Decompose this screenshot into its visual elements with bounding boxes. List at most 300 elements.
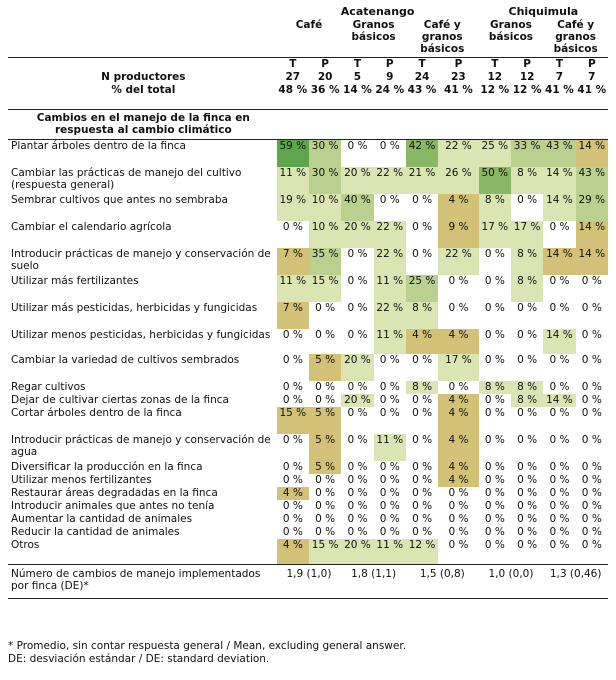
table-cell: 7 % <box>277 302 309 329</box>
table-cell: 20 % <box>341 221 373 248</box>
table-cell: 0 % <box>379 487 400 499</box>
table-cell: 8 % <box>511 167 543 194</box>
crop-header: Café y granos básicos <box>406 19 479 58</box>
table-cell: 14 % <box>576 221 608 248</box>
tp-header: P <box>454 58 463 70</box>
table-cell: 0 % <box>484 500 505 512</box>
table-cell: 0 % <box>315 526 336 538</box>
table-cell: 0 % <box>581 394 602 406</box>
table-row <box>8 394 608 407</box>
table-cell: 12 % <box>406 539 438 565</box>
table-cell: 0 % <box>412 434 433 446</box>
table-cell: 0 % <box>448 381 469 393</box>
summary-value: 1,8 (1,1) <box>341 565 406 599</box>
tp-header: T <box>353 58 362 70</box>
tp-header: T <box>418 58 426 70</box>
table-cell: 15 % <box>309 539 341 565</box>
table-row <box>8 302 608 329</box>
table-cell: 0 % <box>484 275 505 287</box>
n-value: 20 <box>317 71 333 83</box>
tp-header: P <box>523 58 531 70</box>
table-cell: 0 % <box>347 302 368 314</box>
table-cell: 0 % <box>412 513 433 525</box>
table-cell: 0 % <box>581 329 602 341</box>
table-cell: 25 % <box>406 275 438 302</box>
table-cell: 0 % <box>448 539 469 551</box>
crop-header: Café y granos básicos <box>543 19 608 58</box>
table-cell: 0 % <box>484 354 505 366</box>
summary-value: 1,3 (0,46) <box>543 565 608 599</box>
footnote-mean: * Promedio, sin contar respuesta general / Mean, excluding general answer. <box>8 640 407 652</box>
footnote-sd: DE: desviación estándar / DE: standard deviation. <box>8 653 270 665</box>
row-label: Utilizar más pesticidas, herbicidas y fungicidas <box>11 302 258 314</box>
row-label: Introducir prácticas de manejo y conservación de agua <box>11 434 271 458</box>
table-cell: 14 % <box>576 140 608 168</box>
table-cell: 0 % <box>517 194 538 206</box>
table-cell: 0 % <box>549 526 570 538</box>
blank-cell <box>543 110 575 140</box>
crop-header: Granos básicos <box>341 19 406 58</box>
table-cell: 14 % <box>576 248 608 275</box>
blank-cell <box>309 110 341 140</box>
table-cell: 4 % <box>438 434 478 461</box>
table-cell: 0 % <box>282 500 303 512</box>
table-cell: 0 % <box>549 539 570 551</box>
table-cell: 0 % <box>484 539 505 551</box>
n-value: 12 <box>519 71 535 83</box>
blank-cell <box>479 110 511 140</box>
table-cell: 0 % <box>412 194 433 206</box>
table-cell: 15 % <box>309 275 341 302</box>
table-cell: 0 % <box>412 354 433 366</box>
table-cell: 0 % <box>379 500 400 512</box>
table-cell: 35 % <box>309 248 341 275</box>
table-cell: 4 % <box>438 461 478 474</box>
table-cell: 0 % <box>282 513 303 525</box>
table-cell: 0 % <box>549 221 570 233</box>
n-value: 9 <box>386 71 394 83</box>
pct-value: 12 % <box>511 84 543 110</box>
table-cell: 11 % <box>374 434 406 461</box>
table-cell: 0 % <box>315 513 336 525</box>
table-cell: 0 % <box>315 329 336 341</box>
table-cell: 0 % <box>379 381 400 393</box>
table-cell: 20 % <box>341 539 373 565</box>
table-cell: 30 % <box>309 167 341 194</box>
table-cell: 20 % <box>341 354 373 381</box>
table-cell: 4 % <box>406 329 438 354</box>
group-header: Chiquimula <box>508 6 579 18</box>
corner-cell <box>8 19 277 58</box>
table-cell: 0 % <box>448 500 469 512</box>
table-cell: 17 % <box>479 221 511 248</box>
group-header: Acatenango <box>340 6 415 18</box>
table-row <box>8 381 608 394</box>
table-cell: 0 % <box>315 381 336 393</box>
table-cell: 0 % <box>581 487 602 499</box>
pct-value: 43 % <box>406 84 438 110</box>
table-cell: 0 % <box>282 381 303 393</box>
table-cell: 0 % <box>347 500 368 512</box>
table-cell: 0 % <box>549 407 570 419</box>
table-cell: 0 % <box>347 513 368 525</box>
table-cell: 0 % <box>517 487 538 499</box>
table-cell: 0 % <box>581 407 602 419</box>
table-cell: 5 % <box>309 354 341 381</box>
pct-label: % del total <box>8 84 277 110</box>
row-label: Cortar árboles dentro de la finca <box>11 407 182 419</box>
table-cell: 0 % <box>347 526 368 538</box>
n-value: 24 <box>414 71 430 83</box>
table-cell: 0 % <box>448 513 469 525</box>
blank-cell <box>576 110 608 140</box>
n-value: 23 <box>451 71 466 83</box>
table-cell: 0 % <box>484 329 505 341</box>
table-cell: 8 % <box>511 248 543 275</box>
table-cell: 0 % <box>549 500 570 512</box>
table-cell: 0 % <box>412 526 433 538</box>
table-cell: 10 % <box>309 221 341 248</box>
tp-header: P <box>385 58 394 70</box>
blank-cell <box>438 110 478 140</box>
table-cell: 22 % <box>374 302 406 329</box>
table-cell: 17 % <box>438 354 478 381</box>
table-cell: 4 % <box>438 194 478 221</box>
table-cell: 0 % <box>581 461 602 473</box>
row-label: Cambiar las prácticas de manejo del cultivo (respuesta general) <box>11 167 242 191</box>
table-cell: 0 % <box>484 407 505 419</box>
table-cell: 0 % <box>282 329 303 341</box>
section-title-row <box>8 110 608 140</box>
table-cell: 0 % <box>549 354 570 366</box>
table-cell: 0 % <box>517 526 538 538</box>
table-cell: 11 % <box>374 275 406 302</box>
table-cell: 19 % <box>277 194 309 221</box>
table-cell: 0 % <box>379 194 400 206</box>
table-cell: 0 % <box>315 474 336 486</box>
tp-header-row <box>8 58 608 72</box>
table-cell: 0 % <box>448 487 469 499</box>
table-cell: 0 % <box>484 461 505 473</box>
pct-value: 41 % <box>438 84 478 110</box>
table-cell: 0 % <box>581 526 602 538</box>
table-cell: 5 % <box>309 434 341 461</box>
table-cell: 20 % <box>341 167 373 194</box>
table-row <box>8 487 608 500</box>
table-cell: 0 % <box>549 461 570 473</box>
blank-cell <box>374 110 406 140</box>
table-cell: 0 % <box>549 302 570 314</box>
table-cell: 0 % <box>379 140 400 152</box>
table-cell: 0 % <box>517 434 538 446</box>
section-title: Cambios en el manejo de la finca en respuesta al cambio climático <box>8 110 277 140</box>
table-cell: 43 % <box>543 140 575 168</box>
table-cell: 11 % <box>374 539 406 565</box>
pct-value: 48 % <box>277 84 309 110</box>
table-cell: 21 % <box>406 167 438 194</box>
table-cell: 0 % <box>315 394 336 406</box>
table-cell: 0 % <box>412 461 433 473</box>
table-cell: 4 % <box>438 329 478 354</box>
table-row <box>8 248 608 275</box>
table-cell: 0 % <box>517 474 538 486</box>
table-row <box>8 329 608 354</box>
table-cell: 22 % <box>438 248 478 275</box>
row-label: Sembrar cultivos que antes no sembraba <box>11 194 228 206</box>
table-cell: 20 % <box>341 394 373 407</box>
table-cell: 0 % <box>581 381 602 393</box>
corner-cell <box>8 6 277 19</box>
table-cell: 0 % <box>282 526 303 538</box>
table-cell: 14 % <box>543 248 575 275</box>
table-cell: 0 % <box>412 474 433 486</box>
table-row <box>8 500 608 513</box>
table-cell: 0 % <box>412 221 433 233</box>
summary-label: Número de cambios de manejo implementados por finca (DE)* <box>8 565 277 599</box>
n-value: 5 <box>353 71 362 83</box>
table-row <box>8 354 608 381</box>
table-cell: 0 % <box>282 434 303 446</box>
climate-change-management-table <box>8 6 608 599</box>
tp-header: T <box>289 58 297 70</box>
table-cell: 14 % <box>543 329 575 354</box>
blank-cell <box>341 110 373 140</box>
pct-value: 24 % <box>374 84 406 110</box>
table-cell: 0 % <box>517 500 538 512</box>
crop-header: Granos básicos <box>479 19 544 58</box>
blank-cell <box>406 110 438 140</box>
table-cell: 0 % <box>379 526 400 538</box>
pct-value: 12 % <box>479 84 511 110</box>
row-label: Reducir la cantidad de animales <box>11 526 180 538</box>
table-cell: 29 % <box>576 194 608 221</box>
table-cell: 0 % <box>347 474 368 486</box>
table-cell: 59 % <box>277 140 309 168</box>
table-cell: 8 % <box>479 194 511 221</box>
table-cell: 8 % <box>511 275 543 302</box>
table-cell: 22 % <box>374 167 406 194</box>
table-cell: 0 % <box>549 275 570 287</box>
tp-header: T <box>555 58 564 70</box>
tp-header: P <box>321 58 329 70</box>
table-cell: 0 % <box>517 513 538 525</box>
row-label: Utilizar menos pesticidas, herbicidas y fungicidas <box>11 329 271 341</box>
table-cell: 0 % <box>549 513 570 525</box>
table-row <box>8 434 608 461</box>
n-value: 7 <box>555 71 564 83</box>
table-cell: 0 % <box>282 461 303 473</box>
footnotes <box>8 640 608 666</box>
table-cell: 0 % <box>549 381 570 393</box>
summary-value: 1,0 (0,0) <box>479 565 544 599</box>
table-cell: 26 % <box>438 167 478 194</box>
table-cell: 8 % <box>511 381 543 394</box>
table-cell: 0 % <box>484 248 505 260</box>
row-label: Otros <box>11 539 40 551</box>
table-cell: 14 % <box>543 394 575 407</box>
table-cell: 0 % <box>347 381 368 393</box>
table-cell: 0 % <box>347 407 368 419</box>
table-cell: 15 % <box>277 407 309 434</box>
table-cell: 0 % <box>379 394 400 406</box>
table-cell: 0 % <box>549 487 570 499</box>
table-cell: 4 % <box>438 394 478 407</box>
table-cell: 4 % <box>277 539 309 565</box>
tp-header: P <box>587 58 596 70</box>
table-cell: 14 % <box>543 167 575 194</box>
table-cell: 0 % <box>484 526 505 538</box>
table-cell: 0 % <box>448 302 469 314</box>
n-value: 27 <box>285 71 301 83</box>
table-cell: 0 % <box>517 539 538 551</box>
group-header-row <box>8 6 608 19</box>
table-cell: 25 % <box>479 140 511 168</box>
table-cell: 4 % <box>277 487 309 500</box>
table-cell: 0 % <box>347 461 368 473</box>
table-cell: 0 % <box>412 248 433 260</box>
table-cell: 0 % <box>484 394 505 406</box>
table-cell: 0 % <box>581 500 602 512</box>
table-cell: 0 % <box>347 275 368 287</box>
table-cell: 0 % <box>517 354 538 366</box>
table-cell: 0 % <box>412 407 433 419</box>
table-cell: 0 % <box>517 461 538 473</box>
table-cell: 0 % <box>412 394 433 406</box>
table-row <box>8 221 608 248</box>
table-cell: 0 % <box>581 302 602 314</box>
row-label: Utilizar menos fertilizantes <box>11 474 152 486</box>
table-row <box>8 526 608 539</box>
table-cell: 8 % <box>479 381 511 394</box>
table-cell: 0 % <box>347 487 368 499</box>
n-value: 7 <box>588 71 596 83</box>
table-cell: 0 % <box>484 487 505 499</box>
row-label: Introducir prácticas de manejo y conservación de suelo <box>11 248 271 272</box>
row-label: Restaurar áreas degradadas en la finca <box>11 487 218 499</box>
table-cell: 0 % <box>282 394 303 406</box>
table-cell: 42 % <box>406 140 438 168</box>
table-cell: 0 % <box>379 513 400 525</box>
table-cell: 33 % <box>511 140 543 168</box>
table-cell: 40 % <box>341 194 373 221</box>
blank-cell <box>511 110 543 140</box>
n-value: 12 <box>487 71 503 83</box>
table-cell: 50 % <box>479 167 511 194</box>
row-label: Regar cultivos <box>11 381 86 393</box>
n-row <box>8 71 608 84</box>
table-cell: 0 % <box>282 474 303 486</box>
table-cell: 9 % <box>438 221 478 248</box>
data-table-container <box>8 6 608 599</box>
table-cell: 0 % <box>517 407 538 419</box>
table-cell: 22 % <box>374 221 406 248</box>
table-cell: 8 % <box>406 302 438 329</box>
table-row <box>8 407 608 434</box>
pct-value: 14 % <box>341 84 373 110</box>
table-cell: 0 % <box>347 329 368 341</box>
table-cell: 0 % <box>315 302 336 314</box>
table-row <box>8 167 608 194</box>
table-cell: 0 % <box>484 474 505 486</box>
table-row <box>8 275 608 302</box>
table-cell: 0 % <box>549 434 570 446</box>
row-label: Cambiar el calendario agrícola <box>11 221 172 233</box>
table-cell: 0 % <box>581 539 602 551</box>
pct-value: 41 % <box>576 84 608 110</box>
table-cell: 0 % <box>448 526 469 538</box>
table-cell: 0 % <box>484 513 505 525</box>
table-cell: 0 % <box>517 302 538 314</box>
crop-header-row <box>8 19 608 58</box>
pct-row <box>8 84 608 110</box>
table-cell: 0 % <box>581 513 602 525</box>
table-cell: 17 % <box>511 221 543 248</box>
table-row <box>8 513 608 526</box>
table-cell: 30 % <box>309 140 341 168</box>
row-label: Aumentar la cantidad de animales <box>11 513 193 525</box>
table-cell: 0 % <box>379 474 400 486</box>
table-cell: 0 % <box>347 140 368 152</box>
table-cell: 0 % <box>517 329 538 341</box>
table-row <box>8 194 608 221</box>
table-cell: 0 % <box>549 474 570 486</box>
table-cell: 0 % <box>315 500 336 512</box>
table-cell: 0 % <box>581 275 602 287</box>
summary-row <box>8 565 608 599</box>
n-label: N productores <box>101 71 186 83</box>
table-cell: 0 % <box>315 487 336 499</box>
table-row <box>8 461 608 474</box>
table-cell: 5 % <box>309 407 341 434</box>
table-row <box>8 474 608 487</box>
summary-value: 1,9 (1,0) <box>277 565 342 599</box>
table-cell: 7 % <box>277 248 309 275</box>
summary-value: 1,5 (0,8) <box>406 565 479 599</box>
table-cell: 0 % <box>412 487 433 499</box>
table-cell: 0 % <box>448 275 469 287</box>
table-row <box>8 140 608 168</box>
pct-value: 41 % <box>543 84 575 110</box>
table-cell: 4 % <box>438 474 478 487</box>
table-cell: 0 % <box>581 434 602 446</box>
table-cell: 5 % <box>309 461 341 474</box>
table-cell: 0 % <box>282 354 303 366</box>
table-cell: 8 % <box>406 381 438 394</box>
table-cell: 22 % <box>438 140 478 168</box>
table-cell: 0 % <box>379 461 400 473</box>
table-cell: 8 % <box>511 394 543 407</box>
table-cell: 14 % <box>543 194 575 221</box>
table-cell: 11 % <box>374 329 406 354</box>
table-cell: 11 % <box>277 275 309 302</box>
row-label: Utilizar más fertilizantes <box>11 275 139 287</box>
table-cell: 43 % <box>576 167 608 194</box>
row-label: Cambiar la variedad de cultivos sembrados <box>11 354 240 366</box>
table-cell: 0 % <box>412 500 433 512</box>
table-cell: 10 % <box>309 194 341 221</box>
blank-cell <box>277 110 309 140</box>
corner-cell <box>8 58 277 72</box>
crop-header: Café <box>277 19 342 58</box>
table-cell: 0 % <box>347 248 368 260</box>
row-label: Plantar árboles dentro de la finca <box>11 140 186 152</box>
table-cell: 0 % <box>581 474 602 486</box>
row-label: Diversificar la producción en la finca <box>11 461 203 473</box>
table-cell: 22 % <box>374 248 406 275</box>
row-label: Introducir animales que antes no tenía <box>11 500 215 512</box>
table-cell: 4 % <box>438 407 478 434</box>
table-cell: 11 % <box>277 167 309 194</box>
